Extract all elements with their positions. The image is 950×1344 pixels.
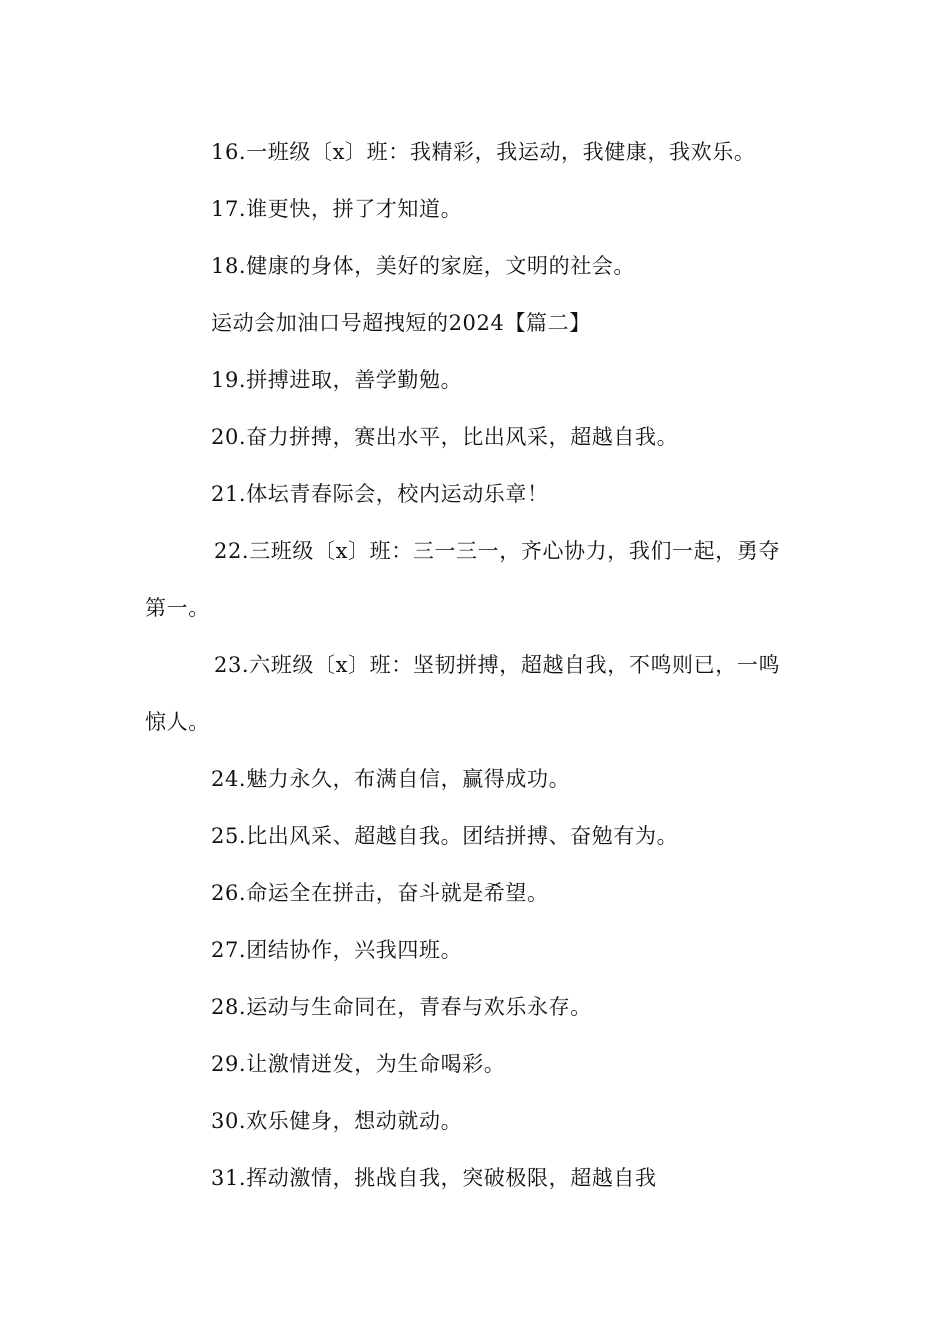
slogan-22-continued: 第一。 <box>145 596 210 620</box>
slogan-21: 21.体坛青春际会，校内运动乐章！ <box>211 482 549 506</box>
slogan-16: 16.一班级〔x〕班：我精彩，我运动，我健康，我欢乐。 <box>211 140 756 164</box>
slogan-26: 26.命运全在拼击，奋斗就是希望。 <box>211 881 549 905</box>
section-heading: 运动会加油口号超拽短的2024【篇二】 <box>211 311 591 335</box>
slogan-25: 25.比出风采、超越自我。团结拼搏、奋勉有为。 <box>211 824 679 848</box>
slogan-31: 31.挥动激情，挑战自我，突破极限，超越自我 <box>211 1166 657 1190</box>
slogan-27: 27.团结协作，兴我四班。 <box>211 938 463 962</box>
slogan-23-continued: 惊人。 <box>145 710 210 734</box>
slogan-28: 28.运动与生命同在，青春与欢乐永存。 <box>211 995 592 1019</box>
slogan-30: 30.欢乐健身，想动就动。 <box>211 1109 463 1133</box>
slogan-18: 18.健康的身体，美好的家庭，文明的社会。 <box>211 254 635 278</box>
slogan-29: 29.让激情迸发，为生命喝彩。 <box>211 1052 506 1076</box>
slogan-24: 24.魅力永久，布满自信，赢得成功。 <box>211 767 571 791</box>
slogan-17: 17.谁更快，拼了才知道。 <box>211 197 463 221</box>
slogan-20: 20.奋力拼搏，赛出水平，比出风采，超越自我。 <box>211 425 679 449</box>
slogan-22: 22.三班级〔x〕班：三一三一，齐心协力，我们一起，勇夺 <box>214 539 781 563</box>
slogan-23: 23.六班级〔x〕班：坚韧拼搏，超越自我，不鸣则已，一鸣 <box>214 653 781 677</box>
slogan-19: 19.拼搏进取，善学勤勉。 <box>211 368 463 392</box>
